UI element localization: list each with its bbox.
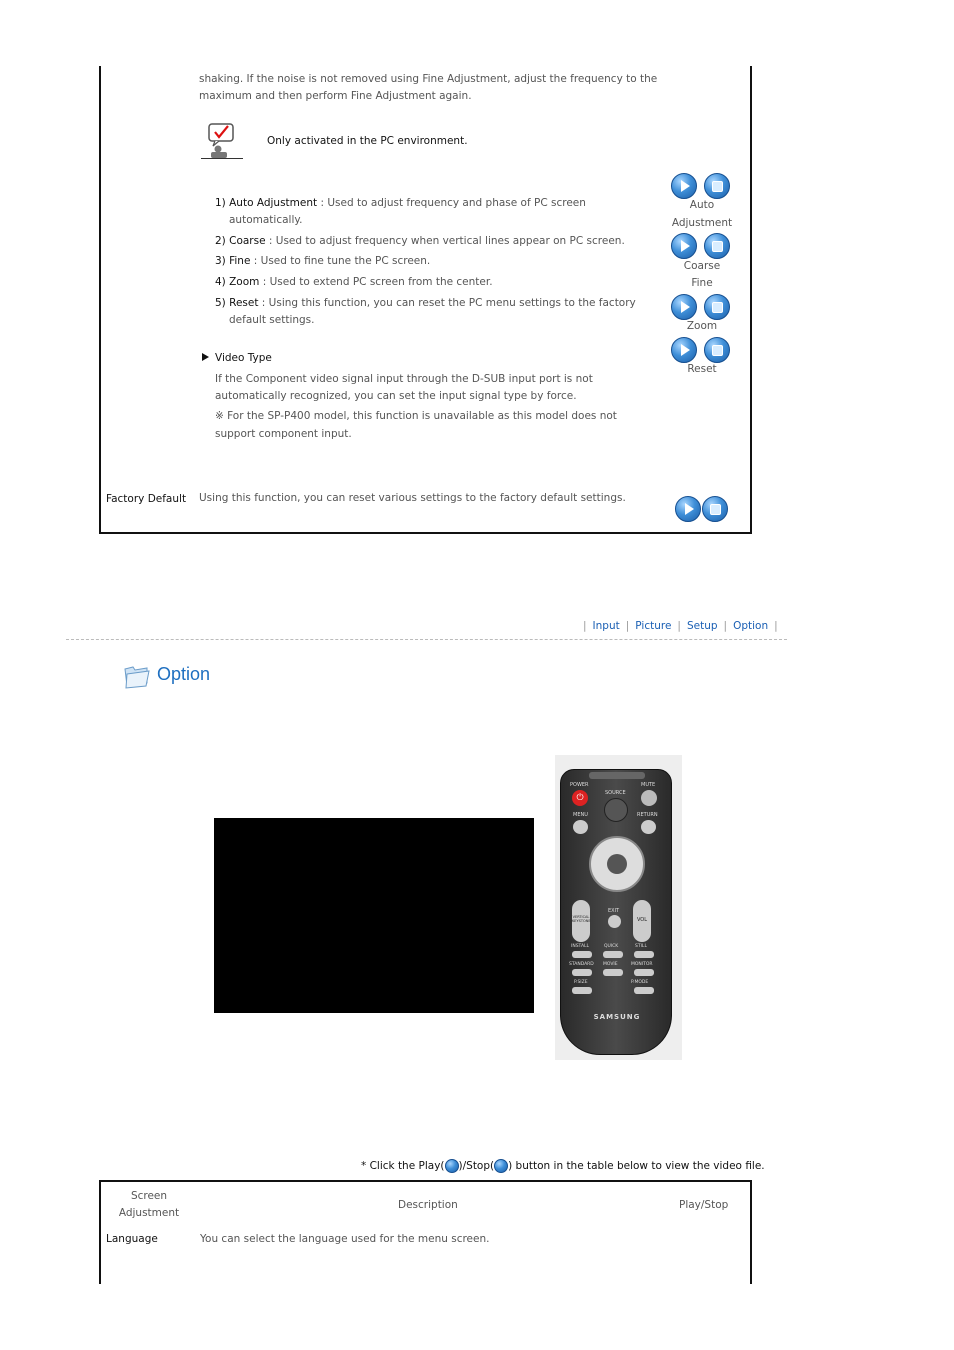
remote-psize-button[interactable]	[572, 987, 592, 994]
intro-text-line1: shaking. If the noise is not removed using Fine Adjustment, adjust the frequency to the	[199, 73, 658, 85]
factory-default-label: Factory Default	[106, 493, 187, 505]
remote-monitor-button[interactable]	[634, 969, 654, 976]
page-title: Option	[157, 664, 211, 684]
video-type-heading: Video Type	[202, 350, 272, 367]
nav-link-setup[interactable]: Setup	[686, 620, 718, 632]
remote-power-button[interactable]	[572, 790, 588, 806]
remote-ir-window	[589, 772, 645, 779]
remote-source-label: SOURCE	[605, 790, 626, 796]
remote-mute-label: MUTE	[641, 782, 656, 788]
remote-monitor-label: MONITOR	[631, 962, 653, 967]
nav-separator: |	[625, 620, 630, 632]
remote-brand-logo: SAMSUNG	[593, 1013, 641, 1021]
column-header-description: Description	[398, 1199, 458, 1211]
remote-quick-label: QUICK	[604, 944, 619, 949]
remote-psize-label: P.SIZE	[574, 980, 588, 985]
remote-pmode-label: P.MODE	[631, 980, 649, 985]
remote-enter-button[interactable]	[607, 854, 627, 874]
play-button-zoom[interactable]	[671, 294, 697, 320]
remote-still-label: STILL	[635, 944, 647, 949]
play-button-coarse[interactable]	[671, 233, 697, 259]
remote-standard-button[interactable]	[572, 969, 592, 976]
remote-menu-label: MENU	[573, 812, 588, 818]
play-button-auto[interactable]	[671, 173, 697, 199]
remote-install-button[interactable]	[572, 951, 592, 958]
stop-icon	[712, 345, 723, 356]
remote-return-label: RETURN	[637, 812, 658, 818]
note-text: Only activated in the PC environment.	[267, 135, 468, 147]
play-icon	[681, 344, 690, 356]
label-adjustment: Adjustment	[671, 217, 733, 229]
column-header-play-stop: Play/Stop	[679, 1199, 729, 1211]
remote-vol-label: VOL	[636, 917, 648, 923]
stop-icon	[494, 1159, 508, 1173]
item-auto-adjustment: 1) Auto Adjustment : Used to adjust frequency and phase of PC screen	[215, 197, 586, 209]
nav-separator: |	[583, 620, 587, 632]
note-icon	[201, 122, 243, 160]
item-zoom: 4) Zoom : Used to extend PC screen from the center.	[215, 276, 493, 288]
triangle-bullet-icon	[202, 353, 209, 361]
remote-standard-label: STANDARD	[569, 962, 594, 967]
remote-menu-button[interactable]	[573, 820, 588, 834]
remote-source-button[interactable]	[604, 798, 628, 822]
section-nav	[583, 620, 778, 632]
remote-keystone-label: VERTICAL KEYSTONE	[572, 915, 591, 923]
item-reset-cont: default settings.	[229, 314, 315, 326]
stop-button-zoom[interactable]	[704, 294, 730, 320]
play-icon	[681, 180, 690, 192]
remote-keystone-rocker[interactable]	[572, 900, 590, 942]
stop-button-auto[interactable]	[704, 173, 730, 199]
nav-link-input[interactable]: Input	[592, 620, 620, 632]
column-header-screen: Screen	[130, 1190, 168, 1202]
remote-dpad[interactable]	[589, 836, 645, 892]
stop-icon	[710, 504, 721, 515]
item-auto-adjustment-cont: automatically.	[229, 214, 303, 226]
nav-link-option[interactable]: Option	[733, 620, 769, 632]
nav-link-picture[interactable]: Picture	[635, 620, 672, 632]
remote-body	[560, 769, 672, 1055]
label-coarse: Coarse	[683, 260, 721, 272]
nav-separator: |	[677, 620, 681, 632]
play-button-factory[interactable]	[675, 496, 701, 522]
remote-control-image	[555, 755, 682, 1060]
label-fine: Fine	[691, 277, 713, 289]
video-player[interactable]	[214, 818, 534, 1013]
remote-quick-button[interactable]	[603, 951, 623, 958]
folder-icon	[123, 663, 151, 689]
remote-exit-label: EXIT	[608, 908, 620, 914]
column-header-adjustment: Adjustment	[118, 1207, 180, 1219]
video-type-line3: ※ For the SP-P400 model, this function is unavailable as this model does not	[215, 410, 617, 422]
click-instruction: * Click the Play( )/Stop( ) button in the table below to view the video file.	[361, 1160, 765, 1172]
remote-exit-button[interactable]	[608, 915, 621, 928]
stop-icon	[712, 302, 723, 313]
stop-button-factory[interactable]	[702, 496, 728, 522]
factory-default-desc: Using this function, you can reset various settings to the factory default settings.	[199, 492, 626, 504]
intro-text-line2: maximum and then perform Fine Adjustment again.	[199, 90, 472, 102]
stop-icon	[712, 241, 723, 252]
label-reset: Reset	[687, 363, 717, 375]
stop-icon	[712, 181, 723, 192]
nav-separator: |	[774, 620, 778, 632]
remote-movie-button[interactable]	[603, 969, 623, 976]
video-type-line4: support component input.	[215, 428, 352, 440]
label-zoom: Zoom	[686, 320, 718, 332]
video-type-line2: automatically recognized, you can set the input signal type by force.	[215, 390, 577, 402]
label-auto: Auto	[689, 199, 715, 211]
play-icon	[681, 301, 690, 313]
play-icon	[681, 240, 690, 252]
remote-power-label: POWER	[570, 782, 589, 788]
remote-mute-button[interactable]	[641, 790, 657, 806]
row-desc-language: You can select the language used for the menu screen.	[200, 1233, 490, 1245]
item-fine: 3) Fine : Used to fine tune the PC screen.	[215, 255, 431, 267]
remote-still-button[interactable]	[634, 951, 654, 958]
video-type-line1: If the Component video signal input through the D-SUB input port is not	[215, 373, 593, 385]
stop-button-coarse[interactable]	[704, 233, 730, 259]
item-coarse: 2) Coarse : Used to adjust frequency when vertical lines appear on PC screen.	[215, 235, 625, 247]
play-icon	[445, 1159, 459, 1173]
section-divider	[66, 639, 787, 640]
remote-movie-label: MOVIE	[603, 962, 618, 967]
remote-install-label: INSTALL	[571, 944, 590, 949]
remote-volume-rocker[interactable]	[633, 900, 651, 942]
power-icon: ⏻	[576, 793, 584, 803]
play-icon	[685, 503, 694, 515]
stop-button-reset[interactable]	[704, 337, 730, 363]
remote-return-button[interactable]	[641, 820, 656, 834]
nav-separator: |	[723, 620, 728, 632]
row-label-language: Language	[106, 1233, 158, 1245]
remote-pmode-button[interactable]	[634, 987, 654, 994]
play-button-reset[interactable]	[671, 337, 697, 363]
item-reset: 5) Reset : Using this function, you can reset the PC menu settings to the factory	[215, 297, 636, 309]
